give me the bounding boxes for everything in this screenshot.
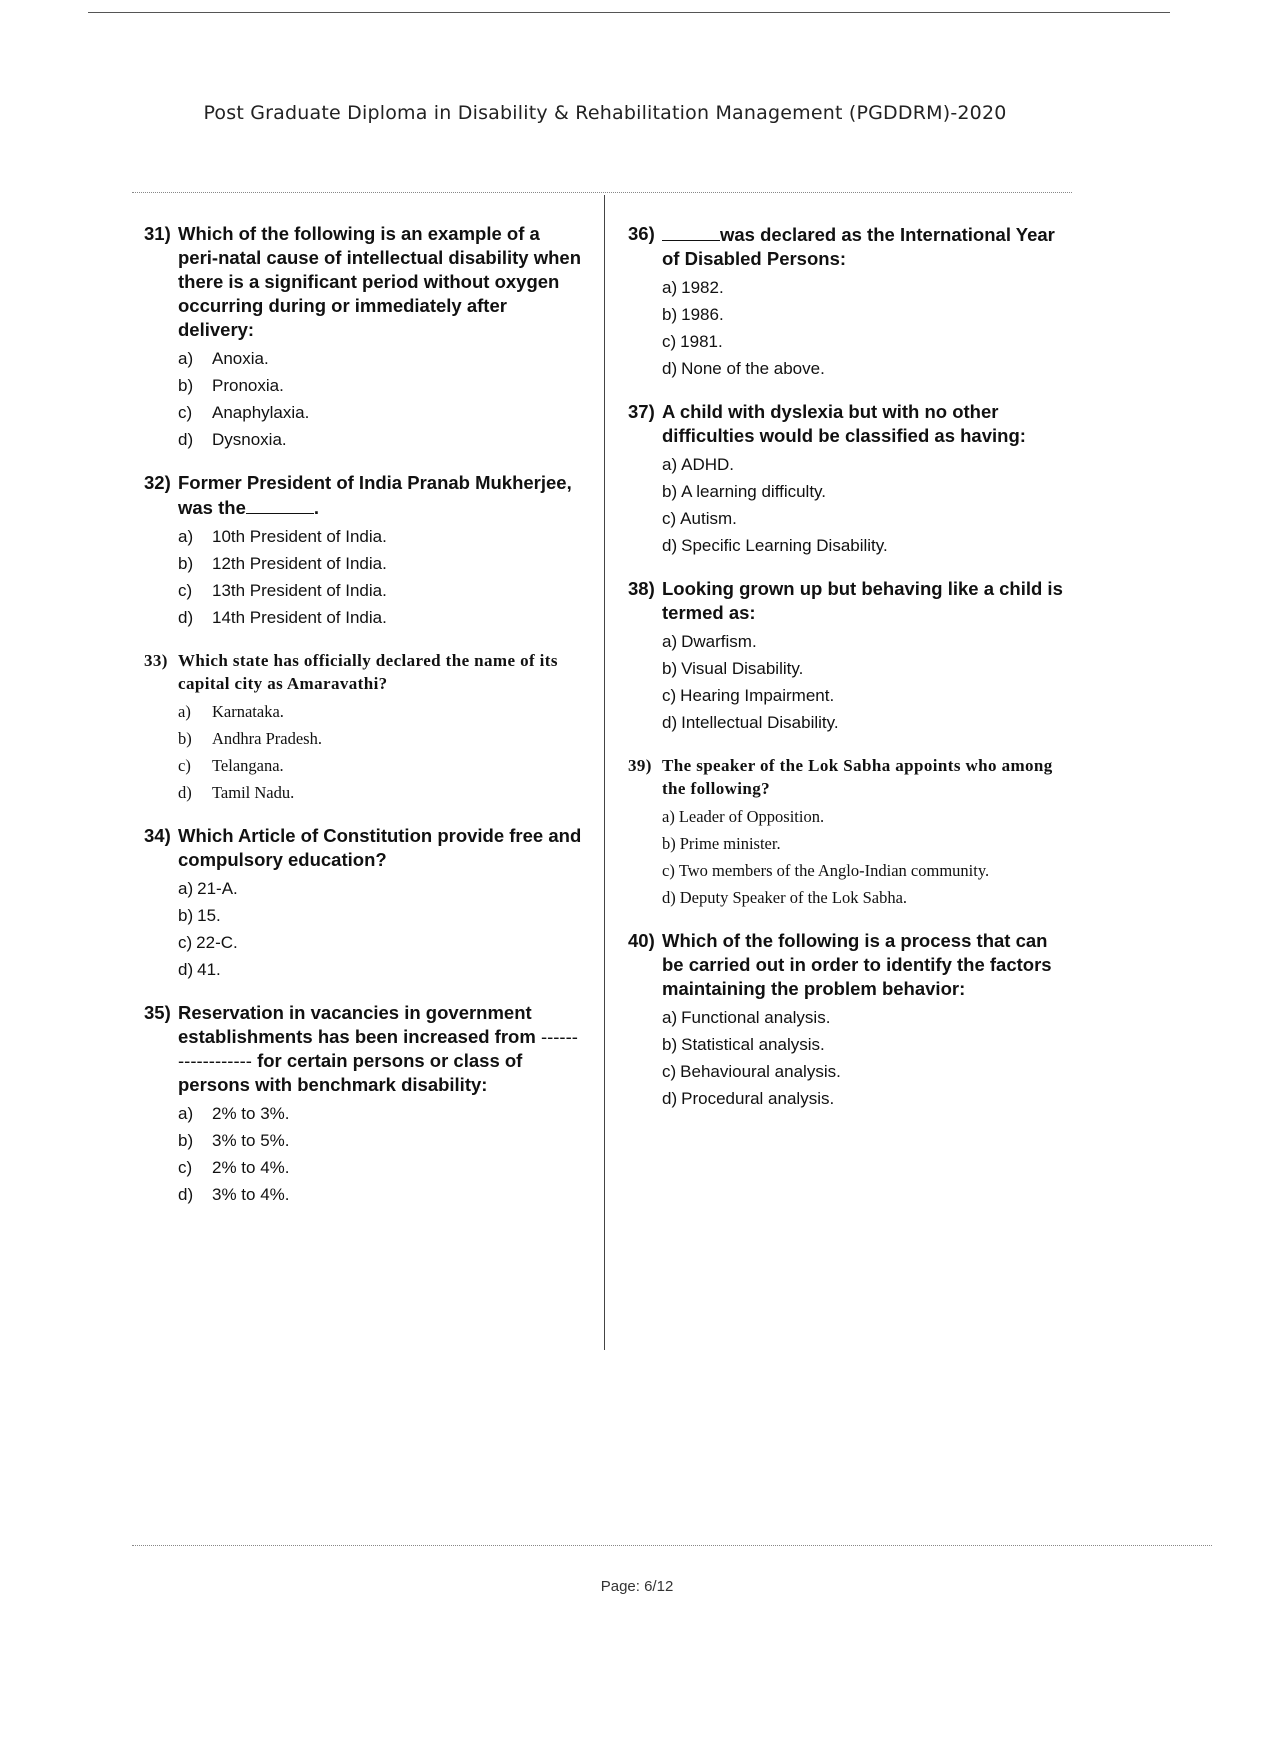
option: a) 10th President of India. <box>178 527 387 546</box>
option: c) 22-C. <box>178 933 238 952</box>
option: a) Anoxia. <box>178 349 269 368</box>
option: d) 3% to 4%. <box>178 1185 290 1204</box>
option: d) Procedural analysis. <box>662 1089 835 1108</box>
question-38 <box>628 577 1068 736</box>
question-34 <box>144 824 584 983</box>
option: a) ADHD. <box>662 455 735 474</box>
option: a) Dwarfism. <box>662 632 757 651</box>
question-number: 38) <box>628 578 655 599</box>
option: c) 13th President of India. <box>178 581 387 600</box>
option: d) Intellectual Disability. <box>662 713 839 732</box>
question-number: 33) <box>144 651 168 670</box>
footer-divider <box>132 1545 1212 1546</box>
question-stem: Former President of India Pranab Mukherjee, was the . <box>178 472 572 518</box>
option: a) 1982. <box>662 278 724 297</box>
question-number: 31) <box>144 223 171 244</box>
question-stem: Looking grown up but behaving like a child is termed as: <box>662 578 1063 623</box>
question-stem: Reservation in vacancies in government establishments has been increased from ------------------ for certain persons or class of persons with benchmark disability: <box>178 1002 578 1095</box>
option: b) Pronoxia. <box>178 376 284 395</box>
option: d) Tamil Nadu. <box>178 783 295 802</box>
option: c) Hearing Impairment. <box>662 686 835 705</box>
option: d) None of the above. <box>662 359 825 378</box>
option: d) Specific Learning Disability. <box>662 536 888 555</box>
top-rule <box>88 12 1170 13</box>
option: c) 1981. <box>662 332 723 351</box>
option: b) Visual Disability. <box>662 659 804 678</box>
option: b) 3% to 5%. <box>178 1131 290 1150</box>
option: a) 21-A. <box>178 879 238 898</box>
option: b) 12th President of India. <box>178 554 387 573</box>
option: d) Deputy Speaker of the Lok Sabha. <box>662 888 908 907</box>
answer-blank: ------------------ <box>178 1026 578 1071</box>
option: c) Two members of the Anglo-Indian community. <box>662 861 990 880</box>
option: a) Leader of Opposition. <box>662 807 825 826</box>
answer-blank <box>246 495 314 514</box>
option: b) Andhra Pradesh. <box>178 729 322 748</box>
option: c) Behavioural analysis. <box>662 1062 841 1081</box>
option: b) 1986. <box>662 305 724 324</box>
question-number: 36) <box>628 223 655 244</box>
option: a) Functional analysis. <box>662 1008 831 1027</box>
page-number: Page: 6/12 <box>600 1578 674 1595</box>
question-35 <box>144 1001 584 1208</box>
option: d) 14th President of India. <box>178 608 387 627</box>
question-number: 35) <box>144 1002 171 1023</box>
question-stem: Which of the following is a process that can be carried out in order to identify the factors maintaining the problem behavior: <box>662 930 1052 999</box>
question-stem: The speaker of the Lok Sabha appoints who among the following? <box>662 756 1053 798</box>
question-stem: was declared as the International Year of Disabled Persons: <box>662 224 1055 269</box>
question-40 <box>628 929 1068 1112</box>
question-number: 34) <box>144 825 171 846</box>
page-title: Post Graduate Diploma in Disability & Rehabilitation Management (PGDDRM)-2020 <box>203 102 1007 124</box>
question-33 <box>144 649 584 806</box>
option: b) Prime minister. <box>662 834 781 853</box>
question-stem: Which Article of Constitution provide free and compulsory education? <box>178 825 582 870</box>
question-36 <box>628 222 1068 382</box>
question-stem: Which state has officially declared the name of its capital city as Amaravathi? <box>178 651 558 693</box>
option: c) Telangana. <box>178 756 284 775</box>
question-31 <box>144 222 584 453</box>
option: a) Karnataka. <box>178 702 284 721</box>
option: b) A learning difficulty. <box>662 482 827 501</box>
option: c) Anaphylaxia. <box>178 403 310 422</box>
question-37 <box>628 400 1068 559</box>
option: c) Autism. <box>662 509 737 528</box>
question-number: 40) <box>628 930 655 951</box>
column-divider <box>604 195 605 1350</box>
option: a) 2% to 3%. <box>178 1104 290 1123</box>
header-divider <box>132 192 1072 193</box>
option: b) 15. <box>178 906 221 925</box>
question-stem: Which of the following is an example of a peri-natal cause of intellectual disability when there is a significant period without oxygen occurring during or immediately after delivery: <box>178 223 581 340</box>
question-number: 32) <box>144 472 171 493</box>
question-stem: A child with dyslexia but with no other difficulties would be classified as having: <box>662 401 1026 446</box>
question-32 <box>144 471 584 631</box>
left-column <box>144 222 584 1226</box>
answer-blank <box>662 222 720 241</box>
option: c) 2% to 4%. <box>178 1158 290 1177</box>
right-column <box>628 222 1068 1130</box>
option: b) Statistical analysis. <box>662 1035 825 1054</box>
option: d) Dysnoxia. <box>178 430 287 449</box>
question-39 <box>628 754 1068 911</box>
question-number: 39) <box>628 756 652 775</box>
option: d) 41. <box>178 960 221 979</box>
question-number: 37) <box>628 401 655 422</box>
